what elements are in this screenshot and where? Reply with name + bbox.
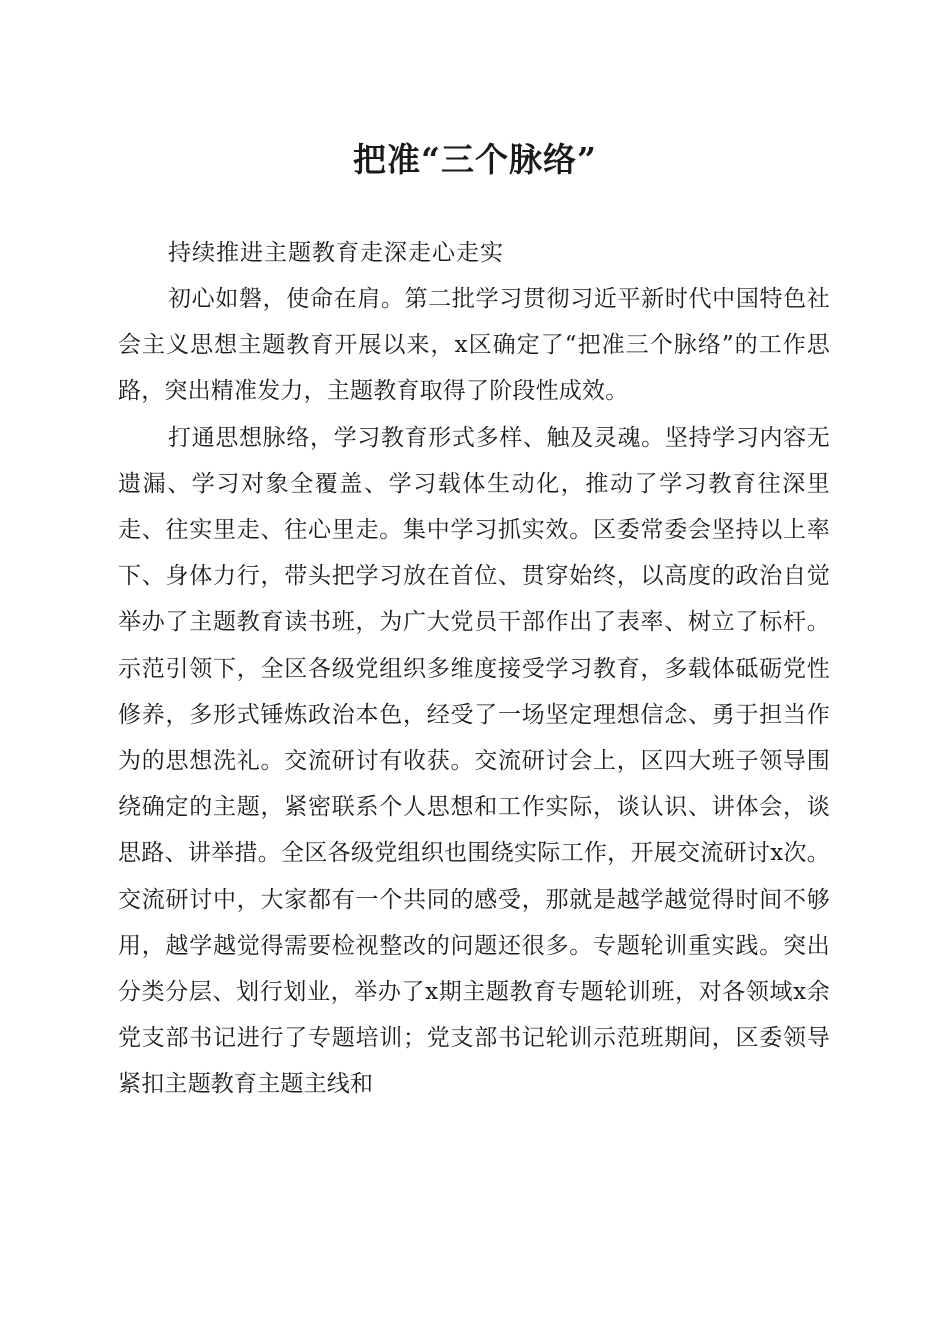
paragraph: 打通思想脉络，学习教育形式多样、触及灵魂。坚持学习内容无遗漏、学习对象全覆盖、学习载体生动化，推动了学习教育往深里走、往实里走、往心里走。集中学习抓实效。区委常委会坚持以上率下、身体力行，带头把学习放在首位、贯穿始终，以高度的政治自觉举办了主题教育读书班，为广大党员干部作出了表率、树立了标杆。示范引领下，全区各级党组织多维度接受学习教育，多载体砥砺党性修养，多形式锤炼政治本色，经受了一场坚定理想信念、勇于担当作为的思想洗礼。交流研讨有收获。交流研讨会上，区四大班子领导围绕确定的主题，紧密联系个人思想和工作实际，谈认识、讲体会，谈思路、讲举措。全区各级党组织也围绕实际工作，开展交流研讨x次。交流研讨中，大家都有一个共同的感受，那就是越学越觉得时间不够用，越学越觉得需要检视整改的问题还很多。专题轮训重实践。突出分类分层、划行划业，举办了x期主题教育专题轮训班，对各领域x余党支部书记进行了专题培训；党支部书记轮训示范班期间，区委领导紧扣主题教育主题主线和 bbox=[118, 424, 830, 1098]
document-subtitle: 持续推进主题教育走深走心走实 bbox=[168, 240, 504, 266]
document-body bbox=[118, 276, 830, 1108]
paragraph: 初心如磐，使命在肩。第二批学习贯彻习近平新时代中国特色社会主义思想主题教育开展以来，x区确定了“把准三个脉络”的工作思路，突出精准发力，主题教育取得了阶段性成效。 bbox=[118, 286, 830, 405]
document-title: 把准“三个脉络” bbox=[353, 140, 597, 179]
